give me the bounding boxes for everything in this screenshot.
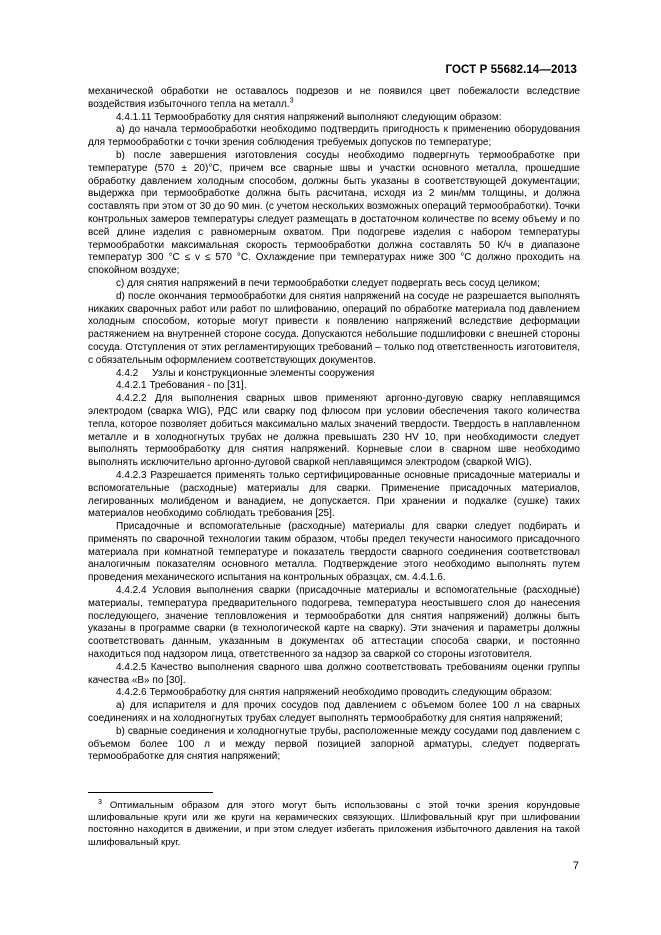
document-body (88, 86, 580, 764)
paragraph: c) для снятия напряжений в печи термообработки следует подвергать весь сосуд целиком; (116, 277, 540, 289)
footnote-ref: 3 (289, 97, 294, 105)
paragraph: b) после завершения изготовления сосуды необходимо подвергнуть термообработке при температуре (570 ± 20)°С, причем все сварные швы и участки основного металла, прошедшие обработку давлением холодным способом, должны быть указаны в соответствующей документации; выдержка при термообработке должна быть расчитана, исходя из 2 мин/мм толщины, и должна составлять при этом от 30 до 90 мин. (с учетом нескольких возможных операций термообработки). Точки контрольных замеров температуры следует размещать в достаточном количестве по всему объему и по всей длине изделия с равномерным охватом. При подогреве изделия с набором температуры термообработки максимальная скорость термообработки должна составлять 50 К/ч в диапазоне температур 300 °С ≤ v ≤ 570 °С. Охлаждение при температурах ниже 300 °С должно проходить на спокойном воздухе; (88, 149, 580, 277)
footnote-mark: 3 (98, 798, 102, 806)
paragraph: 4.4.2.1 Требования - по [31]. (116, 380, 247, 392)
footnote (88, 800, 580, 849)
footnote-divider (88, 792, 213, 793)
footnote-text: Оптимальным образом для этого могут быть использованы с этой точки зрения корундовые шлифовальные круги или же круги на керамических связующих. Шлифовальный круг при шлифовании постоянно находится в движении, и при этом следует избегать приложения избыточного давления на такой шлифовальный круг. (88, 800, 580, 848)
paragraph: 4.4.1.11 Термообработку для снятия напряжений выполняют следующим образом: (116, 111, 502, 123)
paragraph: 4.4.2.6 Термообработку для снятия напряжений необходимо проводить следующим образом: (116, 687, 552, 699)
paragraph: Присадочные и вспомогательные (расходные) материалы для сварки следует подбирать и применять по сварочной технологии таким образом, чтобы предел текучести наносимого присадочного материала при комнатной температуре и показатель твердости сварного соединения соответствовал аналогичным показателям основного металла. Подтверждение этого необходимо выполнять путем проведения механического испытания на контрольных образцах, см. 4.4.1.6. (88, 521, 580, 584)
paragraph: a) до начала термообработки необходимо подтвердить пригодность к применению оборудования для термообработки с точки зрения соблюдения требуемых допусков по температуре; (88, 124, 580, 149)
paragraph: d) после окончания термообработки для снятия напряжений на сосуде не разрешается выполнять никаких сварочных работ или работ по шлифованию, операций по обработке материала под давлением холодным способом, которые могут привести к появлению напряжений вследствие деформации растяжением на внутренней стороне сосуда. Допускаются небольшие подшлифовки с внешней стороны сосуда. Отступления от этих регламентирующих требований – только под ответственность изготовителя, с обязательным оформлением соответствующих документов. (88, 290, 580, 366)
paragraph: b) сварные соединения и холодногнутые трубы, расположенные между сосудами под давлением с объемом более 100 л и между первой позицией запорной арматуры, следует подвергать термообработке для снятия напряжений; (88, 725, 580, 763)
paragraph: 4.4.2.4 Условия выполнения сварки (присадочные материалы и вспомогательные (расходные) материалы, температура предварительного подогрева, температура неостывшего слоя до нанесения последующего, значение тепловложения и термообработки для снятия напряжений) должны быть указаны в программе сварки (в технологической карте на сварку). Эти значения и параметры должны соответствовать данным, указанным в документах об аттестации способа сварки, и постоянно находиться под надзором лица, ответственного за надзор за сваркой со стороны изготовителя. (88, 585, 580, 661)
page-number: 7 (572, 860, 579, 872)
paragraph: a) для испарителя и для прочих сосудов под давлением с объемом более 100 л на сварных соединениях и на холодногнутых трубах следует выполнять термообработку для снятия напряжений; (88, 700, 580, 725)
paragraph: 4.4.2.2 Для выполнения сварных швов применяют аргонно-дуговую сварку неплавящимся электродом (сварка WIG), РДС или сварку под флюсом при условии обеспечения такого количества тепла, которое позволяет добиться максимально малых значений твердости. Твердость в наплавленном металле и в холодногнутых трубах не должна превышать 230 HV 10, при необходимости следует выполнять термообработку для снятия напряжений. Корневые слои в сварном шве необходимо выполнять исключительно аргонно-дуговой сваркой неплавящимся электродом (сваркой WIG). (88, 393, 580, 469)
section-heading: 4.4.2 Узлы и конструкционные элементы сооружения (116, 367, 375, 379)
paragraph: 4.4.2.5 Качество выполнения сварного шва должно соответствовать требованиям оценки группы качества «В» по [30]. (88, 661, 580, 686)
paragraph: 4.4.2.3 Разрешается применять только сертифицированные основные присадочные материалы и вспомогательные (расходные) материалы для сварки. Применение присадочных материалов, легированных молибденом и ванадием, не допускается. При хранении и подкалке (сушке) таких материалов необходимо соблюдать требования [25]. (88, 469, 580, 520)
document-header: ГОСТ Р 55682.14—2013 (445, 64, 577, 76)
paragraph: механической обработки не оставалось подрезов и не появился цвет побежалости вследствие воздействия избыточного тепла на металл.$^3$ (88, 86, 580, 110)
